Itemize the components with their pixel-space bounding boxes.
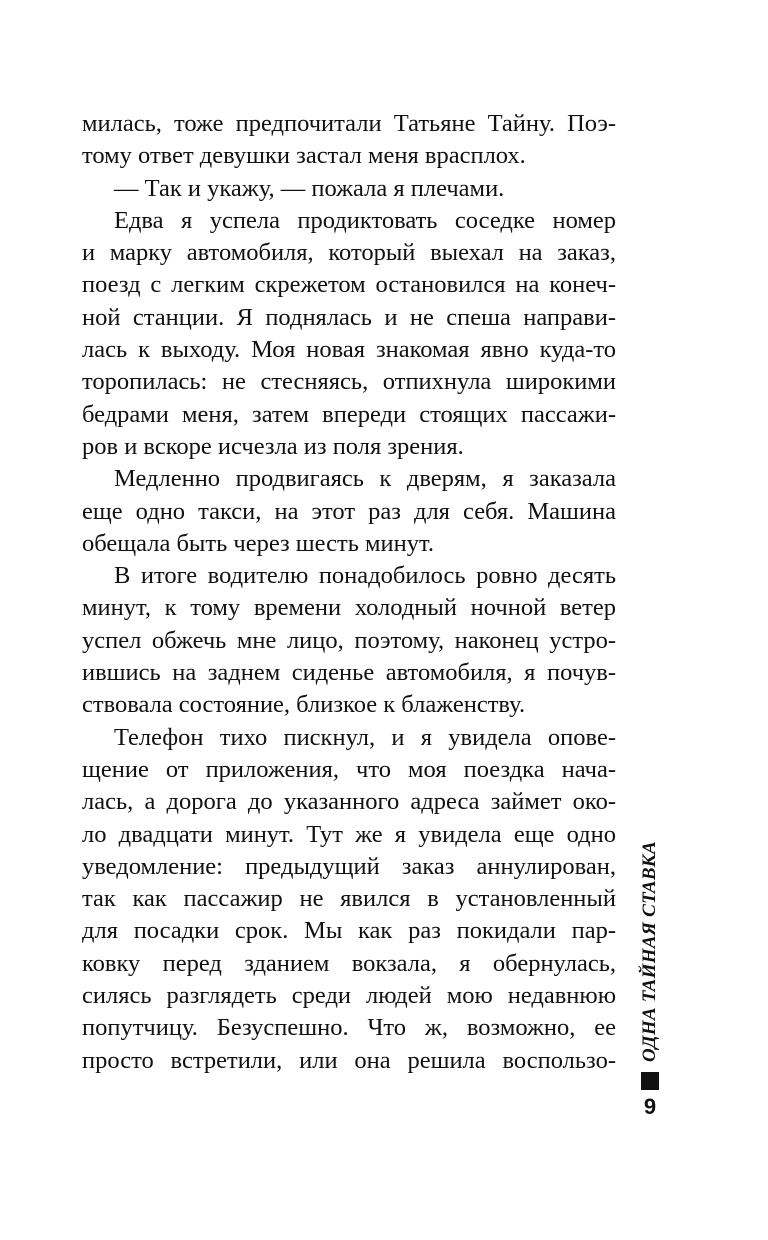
text-line: так как пассажир не явился в установленный (82, 885, 616, 913)
text-line: успел обжечь мне лицо, поэтому, наконец устро- (82, 626, 616, 654)
text-line: ной станции. Я поднялась и не спеша направи- (82, 303, 616, 331)
text-line: Медленно продвигаясь к дверям, я заказала (114, 465, 616, 493)
sidebar (636, 841, 664, 1090)
page-number: 9 (643, 1094, 657, 1119)
text-line: щение от приложения, что моя поездка нача- (82, 755, 616, 783)
text-line: минут, к тому времени холодный ночной ветер (82, 594, 616, 622)
text-line: бедрами меня, затем впереди стоящих пассажи- (82, 400, 616, 428)
text-line: силясь разглядеть среди людей мою недавнюю (82, 982, 616, 1010)
text-line: торопилась: не стесняясь, отпихнула широкими (82, 368, 616, 396)
text-line: еще одно такси, на этот раз для себя. Машина (82, 497, 616, 525)
text-line: ствовала состояние, близкое к блаженству. (82, 691, 526, 719)
body-text (82, 108, 616, 1077)
text-line: Едва я успела продиктовать соседке номер (114, 206, 616, 234)
square-marker-icon (641, 1072, 659, 1090)
text-line: обещала быть через шесть минут. (82, 529, 434, 557)
text-line: просто встретили, или она решила воспользо- (82, 1046, 616, 1074)
text-line: и марку автомобиля, который выехал на заказ, (82, 239, 616, 267)
text-line: для посадки срок. Мы как раз покидали пар- (82, 917, 616, 945)
text-line: лась, а дорога до указанного адреса займет око- (82, 788, 616, 816)
text-line: лась к выходу. Моя новая знакомая явно куда-то (82, 336, 616, 364)
text-line: Телефон тихо пискнул, и я увидела опове- (114, 723, 616, 751)
text-line: ров и вскоре исчезла из поля зрения. (82, 432, 464, 460)
text-line: попутчицу. Безуспешно. Что ж, возможно, ее (82, 1014, 616, 1042)
text-line: — Так и укажу, — пожала я плечами. (114, 174, 505, 202)
text-line: ившись на заднем сиденье автомобиля, я почув- (82, 659, 616, 687)
text-line: уведомление: предыдущий заказ аннулирован, (82, 852, 616, 880)
text-line: милась, тоже предпочитали Татьяне Тайну. Поэ- (82, 110, 616, 137)
text-line: ковку перед зданием вокзала, я обернулась, (82, 949, 616, 977)
running-title-text: ОДНА ТАЙНАЯ СТАВКА (639, 841, 660, 1062)
text-line: ло двадцати минут. Тут же я увидела еще одно (82, 820, 616, 848)
text-line: поезд с легким скрежетом остановился на конеч- (82, 271, 616, 299)
running-title (636, 841, 664, 1090)
text-line: тому ответ девушки застал меня врасплох. (82, 142, 526, 170)
text-line: В итоге водителю понадобилось ровно десять (114, 562, 616, 590)
